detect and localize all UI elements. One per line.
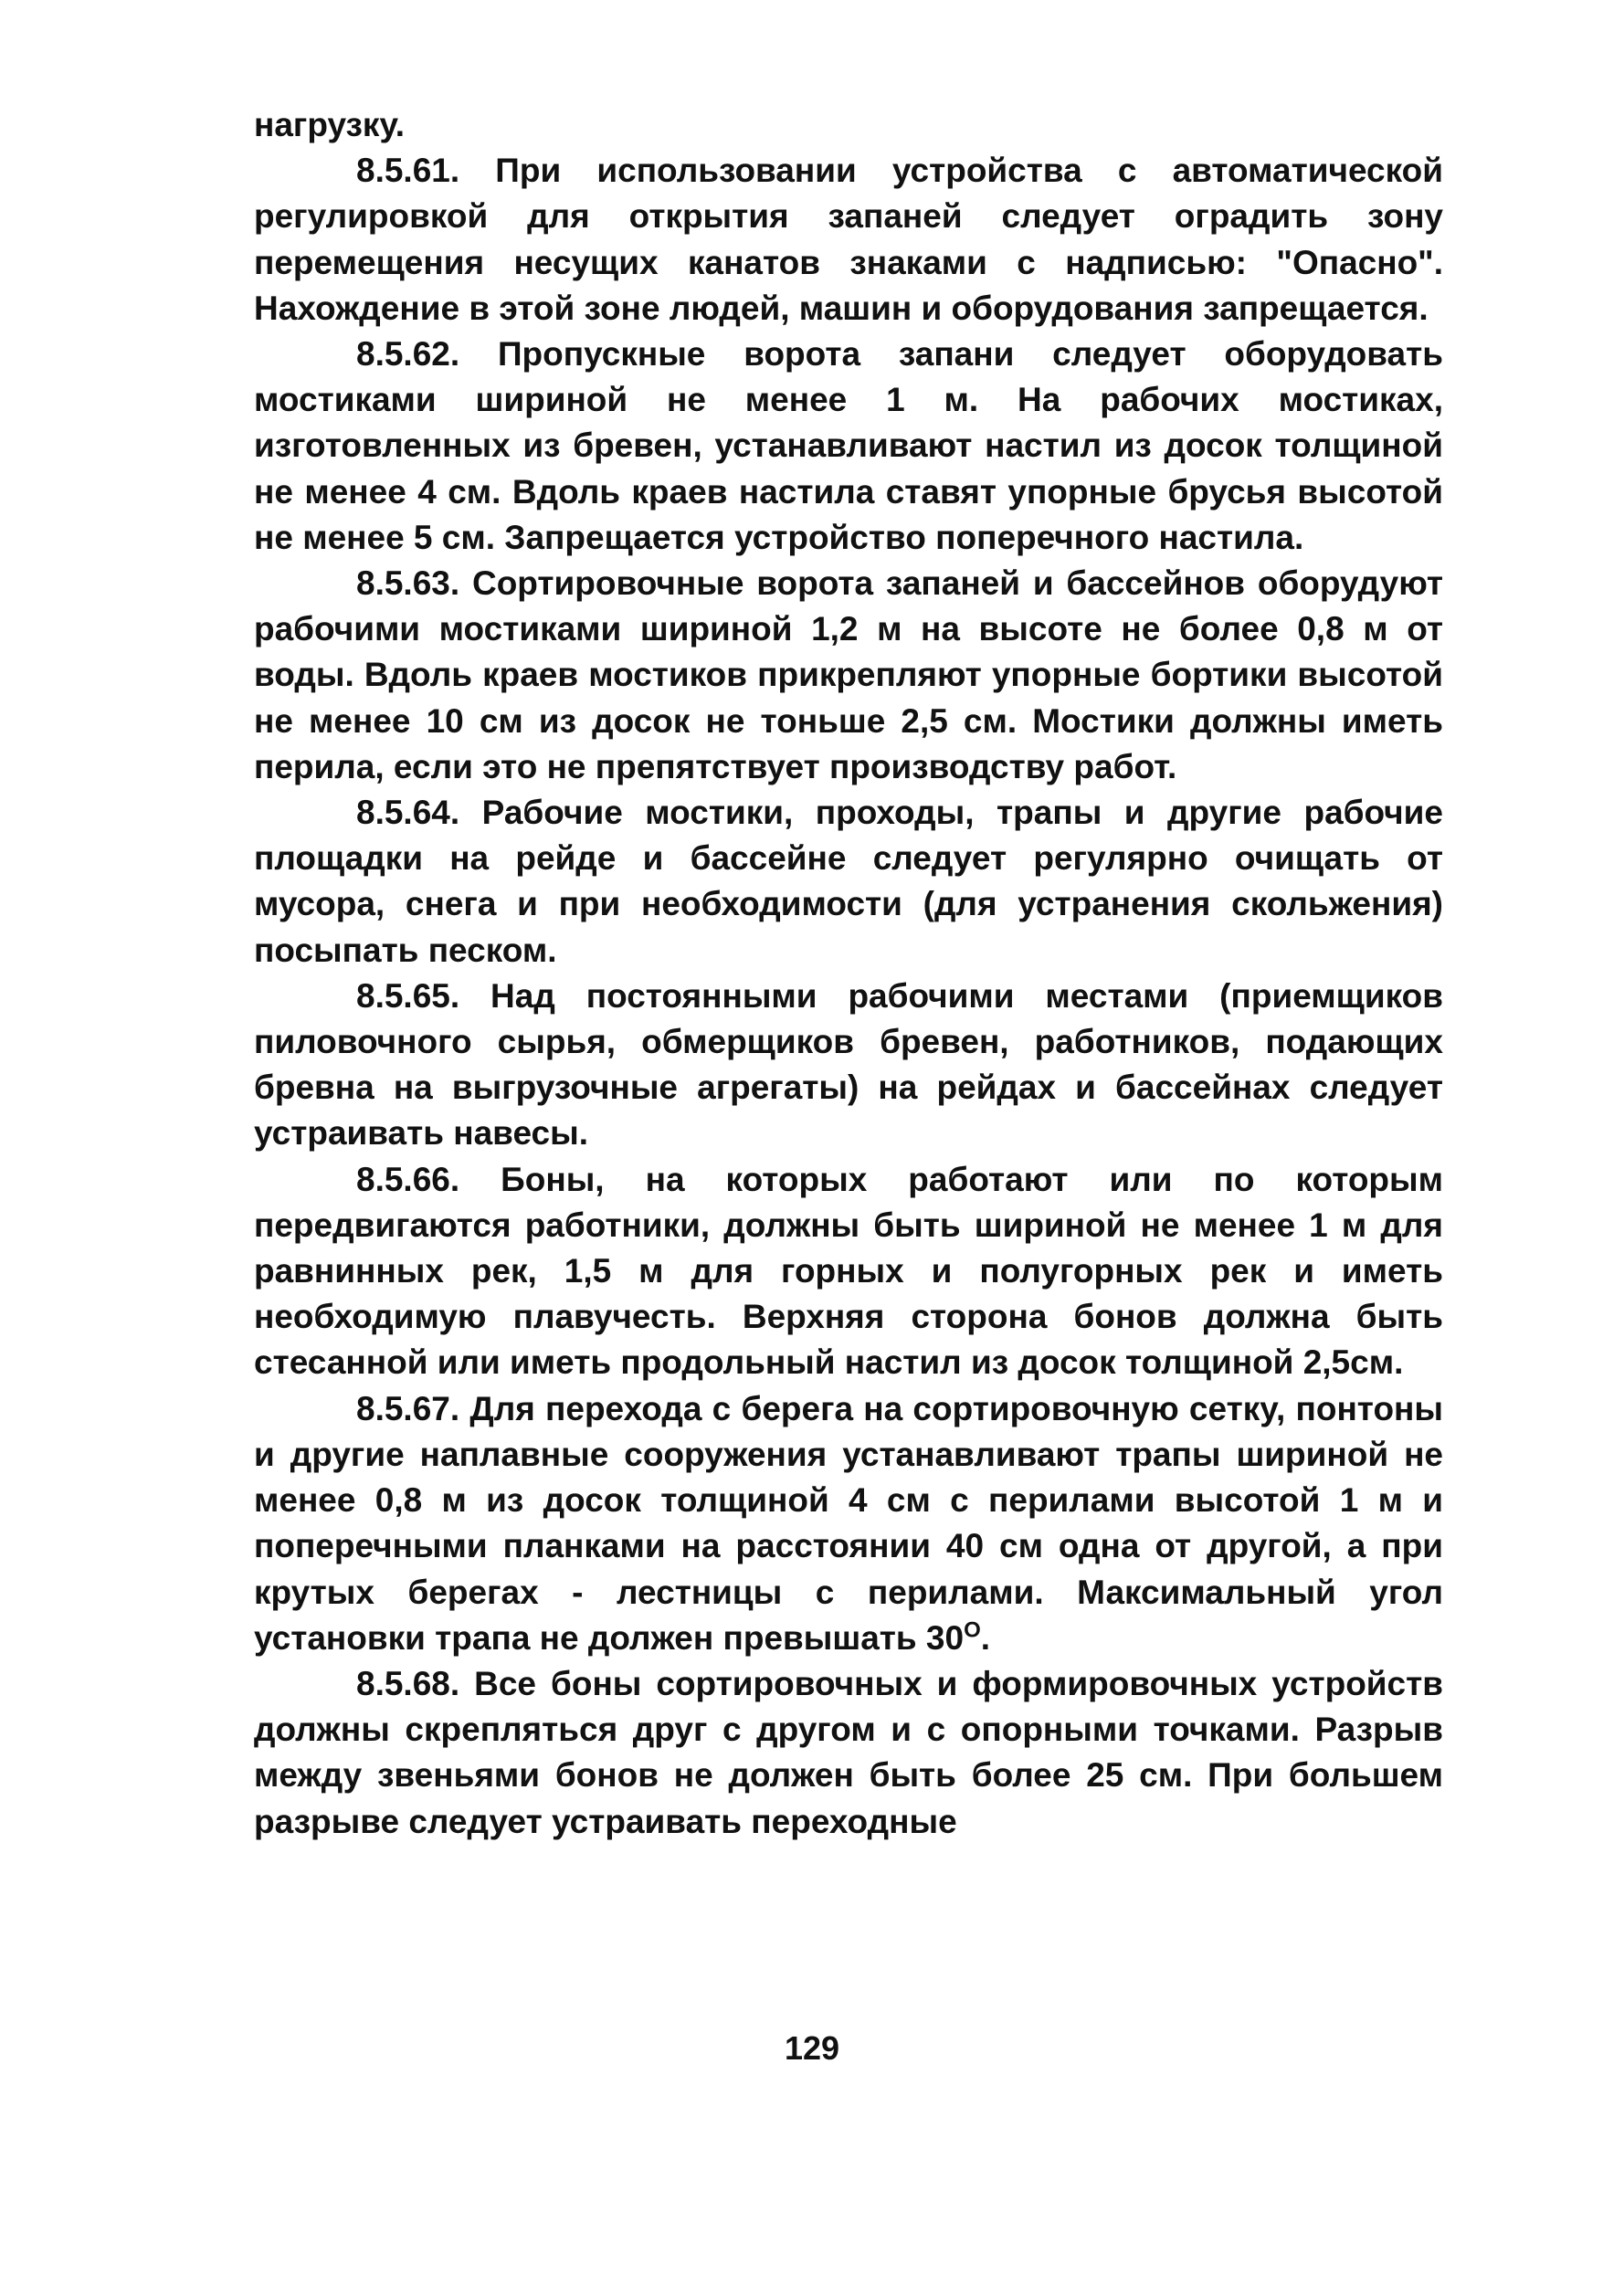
continuation-text: нагрузку. xyxy=(254,106,406,143)
paragraph-8-5-67 xyxy=(254,1386,1443,1661)
document-page xyxy=(254,102,1443,1845)
paragraph-8-5-64: 8.5.64. Рабочие мостики, проходы, трапы и другие рабочие площадки на рейде и бассейне следует регулярно очищать от мусора, снега и при необходимости (для устранения скольжения) посыпать песком. xyxy=(254,794,1443,969)
degree-superscript: О xyxy=(964,1617,981,1643)
paragraph-8-5-65: 8.5.65. Над постоянными рабочими местами (приемщиков пиловочного сырья, обмерщиков бревен, работников, подающих бревна на выгрузочные агрегаты) на рейдах и бассейнах следует устраивать навесы. xyxy=(254,976,1443,1153)
paragraph-8-5-66: 8.5.66. Боны, на которых работают или по которым передвигаются работники, должны быть шириной не менее 1 м для равнинных рек, 1,5 м для горных и полугорных рек и иметь необходимую плавучесть. Верхняя сторона бонов должна быть стесанной или иметь продольный настил из досок толщиной 2,5см. xyxy=(254,1160,1443,1382)
paragraph-8-5-62: 8.5.62. Пропускные ворота запани следует оборудовать мостиками шириной не менее 1 м. На рабочих мостиках, изготовленных из бревен, устанавливают настил из досок толщиной не менее 4 см. Вдоль краев настила ставят упорные брусья высотой не менее 5 см. Запрещается устройство поперечного настила. xyxy=(254,335,1443,556)
paragraph-8-5-68: 8.5.68. Все боны сортировочных и формировочных устройств должны скрепляться друг с другом и с опорными точками. Разрыв между звеньями бонов не должен быть более 25 см. При большем разрыве следует устраивать переходные xyxy=(254,1664,1443,1840)
page-number: 129 xyxy=(784,2029,840,2067)
paragraph-8-5-63: 8.5.63. Сортировочные ворота запаней и бассейнов оборудуют рабочими мостиками шириной 1,2 м на высоте не более 0,8 м от воды. Вдоль краев мостиков прикрепляют упорные бортики высотой не менее 10 см из досок не тоньше 2,5 см. Мостики должны иметь перила, если это не препятствует производству работ. xyxy=(254,564,1443,785)
paragraph-8-5-61: 8.5.61. При использовании устройства с автоматической регулировкой для открытия запаней следует оградить зону перемещения несущих канатов знаками с надписью: "Опасно". Нахождение в этой зоне людей, машин и оборудования запрещается. xyxy=(254,152,1443,327)
paragraph-8-5-67-end: . xyxy=(980,1618,991,1657)
paragraph-8-5-67-text: 8.5.67. Для перехода с берега на сортировочную сетку, понтоны и другие наплавные сооружения устанавливают трапы шириной не менее 0,8 м из досок толщиной 4 см с перилами высотой 1 м и поперечными планками на расстоянии 40 см одна от другой, а при крутых берегах - лестницы с перилами. Максимальный угол установки трапа не должен превышать 30 xyxy=(254,1389,1443,1657)
